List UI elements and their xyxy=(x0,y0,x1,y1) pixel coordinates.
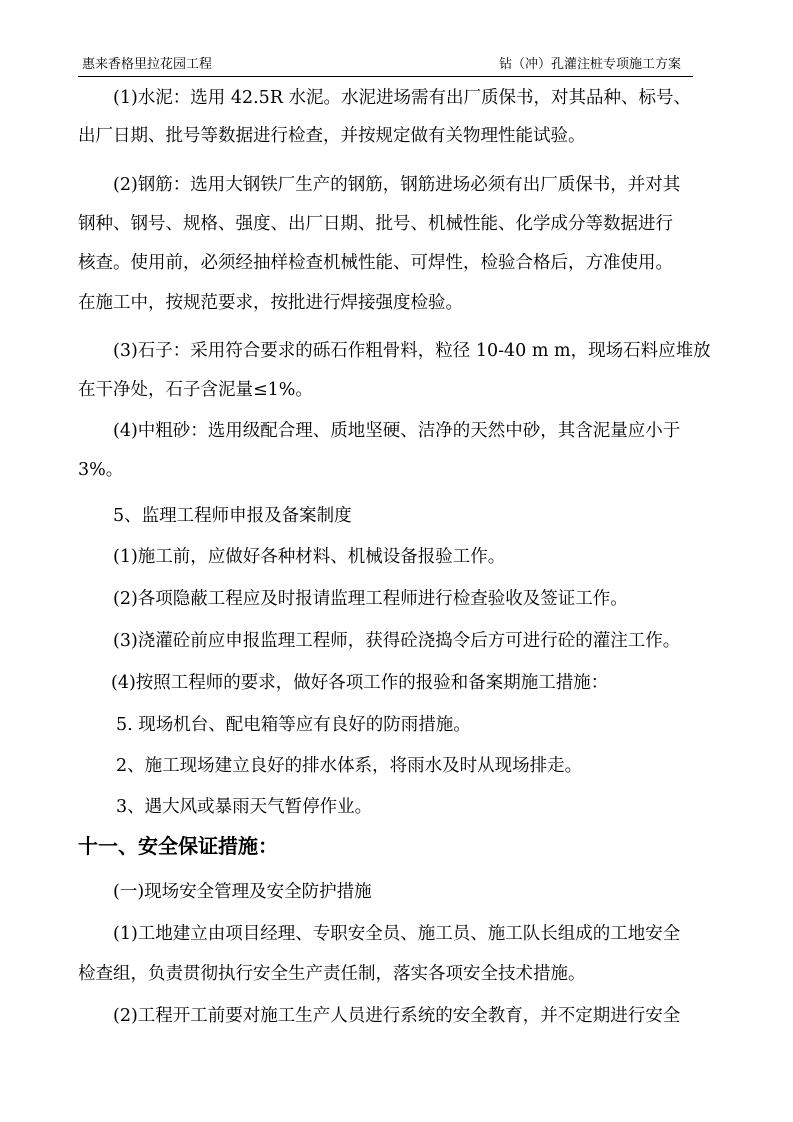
paragraph-line: 核查。使用前，必须经抽样检查机械性能、可焊性，检验合格后，方准使用。 xyxy=(78,253,673,273)
paragraph-line: (1)施工前，应做好各种材料、机械设备报验工作。 xyxy=(113,547,506,567)
paragraph-line: (3)浇灌砼前应申报监理工程师，获得砼浇捣令后方可进行砼的灌注工作。 xyxy=(113,631,681,651)
paragraph-line: (2)钢筋：选用大钢铁厂生产的钢筋，钢筋进场必须有出厂质保书，并对其 xyxy=(113,175,681,195)
paragraph-line: 出厂日期、批号等数据进行检查，并按规定做有关物理性能试验。 xyxy=(78,126,586,146)
paragraph-line: (4)按照工程师的要求，做好各项工作的报验和备案期施工措施： xyxy=(111,673,609,693)
paragraph-line: 5、监理工程师申报及备案制度 xyxy=(113,506,352,526)
paragraph-line: 2、施工现场建立良好的排水体系，将雨水及时从现场排走。 xyxy=(116,756,583,776)
paragraph-line: (3)石子：采用符合要求的砾石作粗骨料，粒径 10-40 m m，现场石料应堆放 xyxy=(113,341,711,361)
paragraph-line: (2)各项隐蔽工程应及时报请监理工程师进行检查验收及签证工作。 xyxy=(113,589,628,609)
paragraph-line: 3%。 xyxy=(78,460,124,480)
paragraph-line: 3、遇大风或暴雨天气暂停作业。 xyxy=(116,797,373,817)
section-title: 十一、安全保证措施： xyxy=(78,834,278,858)
paragraph-line: (一)现场安全管理及安全防护措施 xyxy=(113,882,372,902)
paragraph-line: 检查组，负责贯彻执行安全生产责任制，落实各项安全技术措施。 xyxy=(78,964,586,984)
header-project-name: 惠来香格里拉花园工程 xyxy=(82,57,213,72)
paragraph-line: 5. 现场机台、配电箱等应有良好的防雨措施。 xyxy=(116,715,471,735)
paragraph-line: 钢种、钢号、规格、强度、出厂日期、批号、机械性能、化学成分等数据进行 xyxy=(78,214,673,234)
paragraph-line: (2)工程开工前要对施工生产人员进行系统的安全教育，并不定期进行安全 xyxy=(113,1006,681,1026)
paragraph-line: (1)水泥：选用 42.5R 水泥。水泥进场需有出厂质保书，对其品种、标号、 xyxy=(113,88,692,108)
paragraph-line: 在施工中，按规范要求，按批进行焊接强度检验。 xyxy=(78,293,463,313)
paragraph-line: (4)中粗砂：选用级配合理、质地坚硬、洁净的天然中砂，其含泥量应小于 xyxy=(113,421,681,441)
paragraph-line: (1)工地建立由项目经理、专职安全员、施工员、施工队长组成的工地安全 xyxy=(113,924,681,944)
paragraph-line: 在干净处，石子含泥量≤1%。 xyxy=(78,380,313,400)
page-header xyxy=(78,56,693,77)
header-document-title: 钻（冲）孔灌注桩专项施工方案 xyxy=(498,57,681,72)
